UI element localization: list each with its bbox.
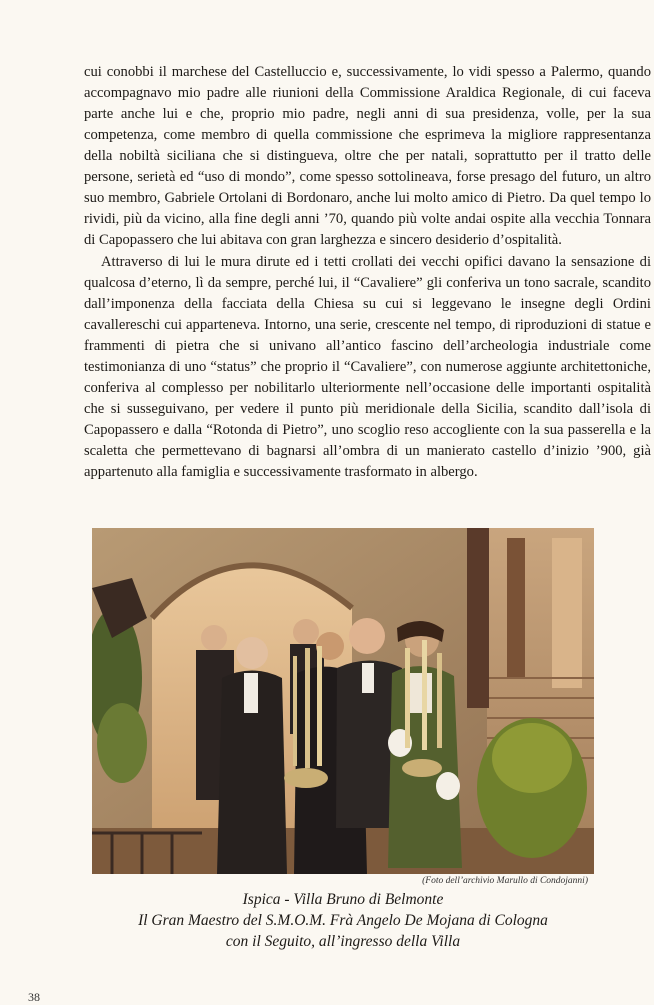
page-number: 38 [28,990,40,1004]
photo-caption [92,889,594,952]
ceremony-photograph [92,528,594,874]
caption-line-1: Ispica - Villa Bruno di Belmonte [242,891,444,908]
caption-line-2: Il Gran Maestro del S.M.O.M. Frà Angelo De Mojana di Cologna [138,912,548,929]
paragraph-1: cui conobbi il marchese del Castelluccio e, successivamente, lo vidi spesso a Palermo, quando accompagnavo mio padre alle riunioni della Commissione Araldica Regionale, di cui faceva parte anche lui e che, proprio mio padre, negli anni di sua presidenza, volle, per la sua competenza, come membro di quella commissione che esprimeva la migliore rappresentanza della nobiltà siciliana che si distingueva, oltre che per natali, soprattutto per il tratto delle persone, serietà ed “uso di mondo”, come spesso sottolineava, forse presago del futuro, un altro suo membro, Gabriele Ortolani di Bordonaro, anche lui molto amico di Pietro. Da quel tempo lo rividi, più da vicino, alla fine degli anni ’70, quando più volte andai ospite alla vecchia Tonnara di Capopassero che lui abitava con gran larghezza e sincero desiderio d’ospitalità. [84,64,651,248]
caption-line-3: con il Seguito, all’ingresso della Villa [225,933,461,950]
body-text [84,62,651,483]
paragraph-2: Attraverso di lui le mura dirute ed i tetti crollati dei vecchi opifici davano la sensazione di qualcosa d’eterno, lì da sempre, perché lui, il “Cavaliere” gli conferiva un tono sacrale, scandito dall’imponenza della facciata della Chiesa su cui si leggevano le insegne degli Ordini cavallereschi cui apparteneva. Intorno, una serie, crescente nel tempo, di riproduzioni di statue e frammenti di pietra che si univano all’antico fascino dell’archeologia industriale come testimonianza di uno “status” che proprio il “Cavaliere”, con numerose aggiunte architettoniche, conferiva al complesso per nobilitarlo ulteriormente nell’occasione delle importanti ospitalità che si susseguivano, per vedere il punto più meridionale della Sicilia, scandito dall’isola di Capopassero e dalla “Rotonda di Pietro”, uno scoglio reso accogliente con la sua passerella e la scaletta che permettevano di bagnarsi all’ombra di un manierato castello d’inizio ’900, già appartenuto alla famiglia e successivamente trasformato in albergo. [84,254,651,480]
photo-credit: (Foto dell’archivio Marullo di Condojanni) [422,876,588,886]
